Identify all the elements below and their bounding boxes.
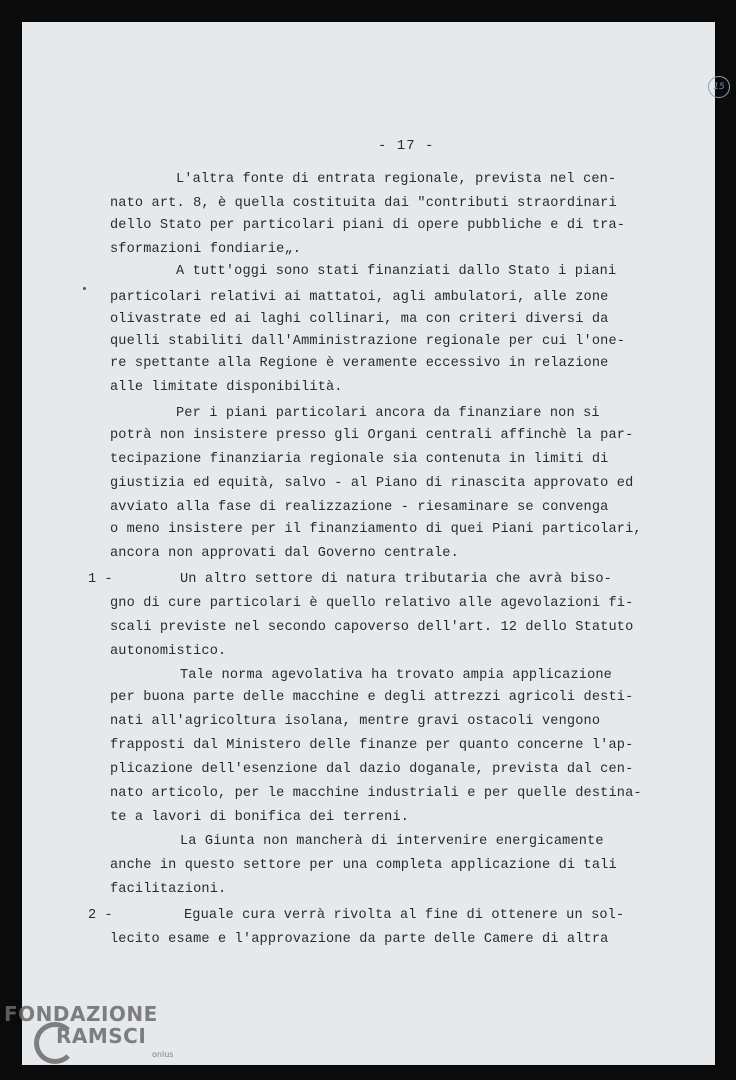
text-line: alle limitate disponibilità.: [110, 380, 343, 395]
fondazione-gramsci-watermark: [4, 998, 204, 1078]
page-number: - 17 -: [378, 138, 435, 154]
text-line: Eguale cura verrà rivolta al fine di ottenere un sol-: [184, 908, 625, 923]
text-line: Per i piani particolari ancora da finanziare non si: [176, 406, 600, 421]
text-line: plicazione dell'esenzione dal dazio doganale, prevista dal cen-: [110, 762, 634, 777]
text-line: nato art. 8, è quella costituita dai "contributi straordinari: [110, 196, 617, 211]
text-line: per buona parte delle macchine e degli attrezzi agricoli desti-: [110, 690, 634, 705]
text-line: potrà non insistere presso gli Organi centrali affinchè la par-: [110, 428, 634, 443]
text-line: Un altro settore di natura tributaria che avrà biso-: [180, 572, 612, 587]
text-line: anche in questo settore per una completa applicazione di tali: [110, 858, 617, 873]
watermark-line2: RAMSCI: [56, 1024, 147, 1048]
text-line: nati all'agricoltura isolana, mentre gravi ostacoli vengono: [110, 714, 601, 729]
text-line: o meno insistere per il finanziamento di quei Piani particolari,: [110, 522, 642, 537]
text-line: nato articolo, per le macchine industriali e per quelle destina-: [110, 786, 642, 801]
text-line: ancora non approvati dal Governo centrale.: [110, 546, 459, 561]
watermark-suffix: onlus: [152, 1050, 174, 1059]
text-line: autonomistico.: [110, 644, 227, 659]
text-line: dello Stato per particolari piani di opere pubbliche e di tra-: [110, 218, 626, 233]
text-line: olivastrate ed ai laghi collinari, ma con criteri diversi da: [110, 312, 609, 327]
text-line: tecipazione finanziaria regionale sia contenuta in limiti di: [110, 452, 609, 467]
document-page: [22, 22, 725, 1065]
text-line: L'altra fonte di entrata regionale, prevista nel cen-: [176, 172, 617, 187]
text-line: sformazioni fondiarie„.: [110, 242, 302, 257]
text-line: A tutt'oggi sono stati finanziati dallo Stato i piani: [176, 264, 617, 279]
text-line: frapposti dal Ministero delle finanze per quanto concerne l'ap-: [110, 738, 634, 753]
archive-number-stamp: 15: [708, 76, 730, 98]
paragraph-marker: 1 -: [88, 572, 113, 587]
text-line: scali previste nel secondo capoverso dell'art. 12 dello Statuto: [110, 620, 634, 635]
paragraph-marker: 2 -: [88, 908, 113, 923]
text-line: te a lavori di bonifica dei terreni.: [110, 810, 410, 825]
text-line: facilitazioni.: [110, 882, 227, 897]
text-line: giustizia ed equità, salvo - al Piano di rinascita approvato ed: [110, 476, 634, 491]
text-line: quelli stabiliti dall'Amministrazione regionale per cui l'one-: [110, 334, 626, 349]
text-line: gno di cure particolari è quello relativo alle agevolazioni fi-: [110, 596, 634, 611]
text-line: La Giunta non mancherà di intervenire energicamente: [180, 834, 604, 849]
margin-dot: [83, 287, 86, 290]
text-line: avviato alla fase di realizzazione - riesaminare se convenga: [110, 500, 609, 515]
text-line: particolari relativi ai mattatoi, agli ambulatori, alle zone: [110, 290, 609, 305]
watermark-line1: FONDAZIONE: [4, 1002, 158, 1026]
text-line: re spettante alla Regione è veramente eccessivo in relazione: [110, 356, 609, 371]
text-line: Tale norma agevolativa ha trovato ampia applicazione: [180, 668, 612, 683]
text-line: lecito esame e l'approvazione da parte delle Camere di altra: [110, 932, 609, 947]
